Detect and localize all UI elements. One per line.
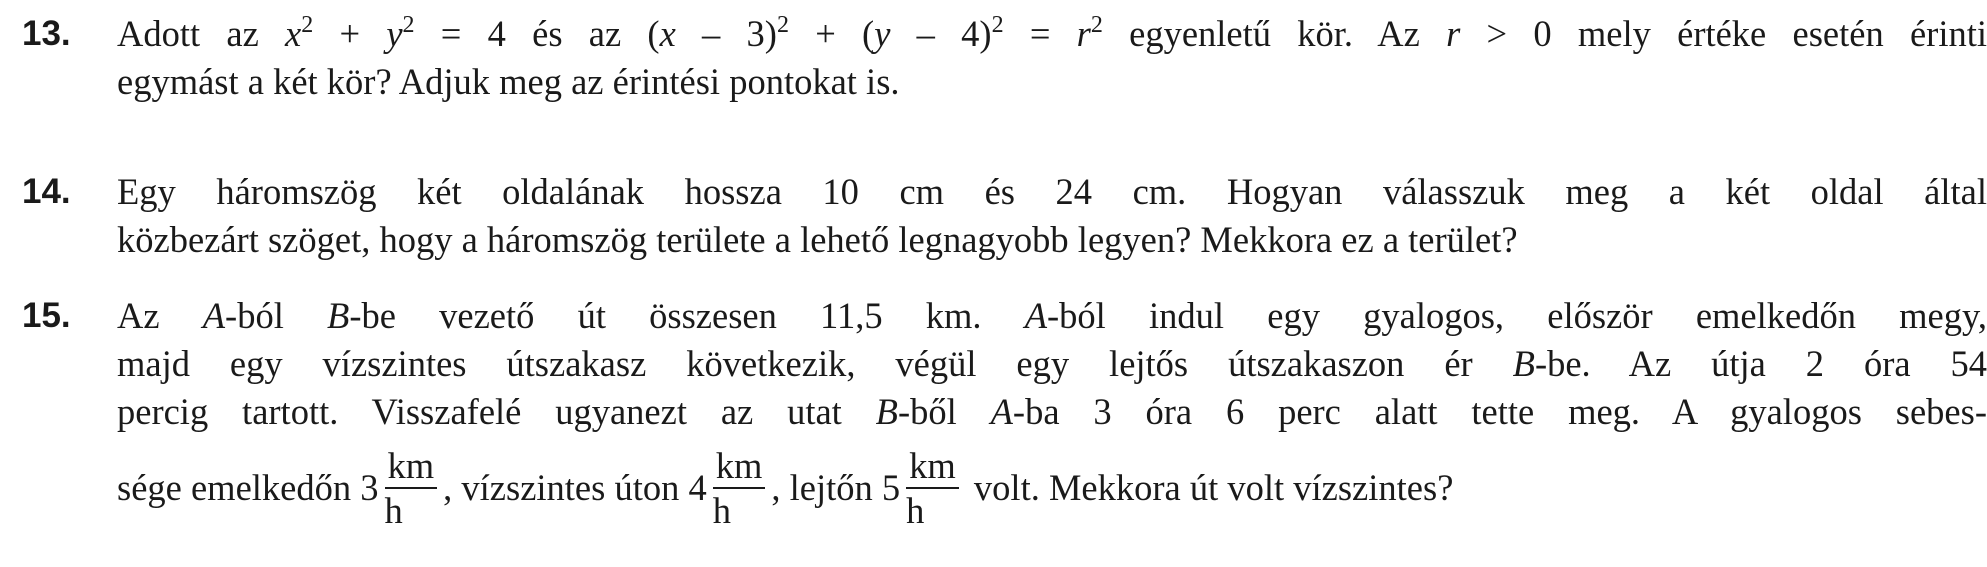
problem-14 bbox=[22, 168, 1987, 264]
problem-text bbox=[117, 292, 1987, 533]
problem-line: sége emelkedőn 3 $\frac{km}{h}$ , vízszintes úton 4 $\frac{km}{h}$ , lejtőn 5 $\frac{km}{h}$ volt. Mekkora út volt vízszintes? bbox=[117, 450, 1454, 531]
unit-fraction: $\frac{km}{h}$ bbox=[713, 450, 766, 531]
problem-number: 13. bbox=[22, 14, 71, 53]
problem-text bbox=[117, 168, 1987, 264]
problem-line: egymást a két kör? Adjuk meg az érintési pontokat is. bbox=[117, 61, 900, 102]
problem-text bbox=[117, 10, 1987, 106]
problem-line: Egy háromszög két oldalának hossza 10 cm és 24 cm. Hogyan válasszuk meg a két oldal által bbox=[117, 171, 1987, 212]
problem-number: 15. bbox=[22, 296, 71, 335]
unit-fraction: $\frac{km}{h}$ bbox=[385, 450, 438, 531]
problem-number: 14. bbox=[22, 172, 71, 211]
problem-line: Adott az $x^2 + y^2 = 4$ és az $(x - 3)^2 + (y - 4)^2 = r^2$ egyenletű kör. Az r > 0 mely értéke esetén érinti bbox=[117, 12, 1987, 54]
problem-13 bbox=[22, 10, 1987, 106]
problem-line: majd egy vízszintes útszakasz következik, végül egy lejtős útszakaszon ér B-be. Az útja 2 óra 54 bbox=[117, 343, 1987, 384]
problem-line: közbezárt szöget, hogy a háromszög területe a lehető legnagyobb legyen? Mekkora ez a terület? bbox=[117, 219, 1518, 260]
problem-line: percig tartott. Visszafelé ugyanezt az utat B-ből A-ba 3 óra 6 perc alatt tette meg. A gyalogos sebes- bbox=[117, 391, 1987, 432]
problem-15 bbox=[22, 292, 1987, 533]
problem-line: Az A-ból B-be vezető út összesen 11,5 km. A-ból indul egy gyalogos, először emelkedőn megy, bbox=[117, 295, 1987, 336]
unit-fraction: $\frac{km}{h}$ bbox=[906, 450, 959, 531]
